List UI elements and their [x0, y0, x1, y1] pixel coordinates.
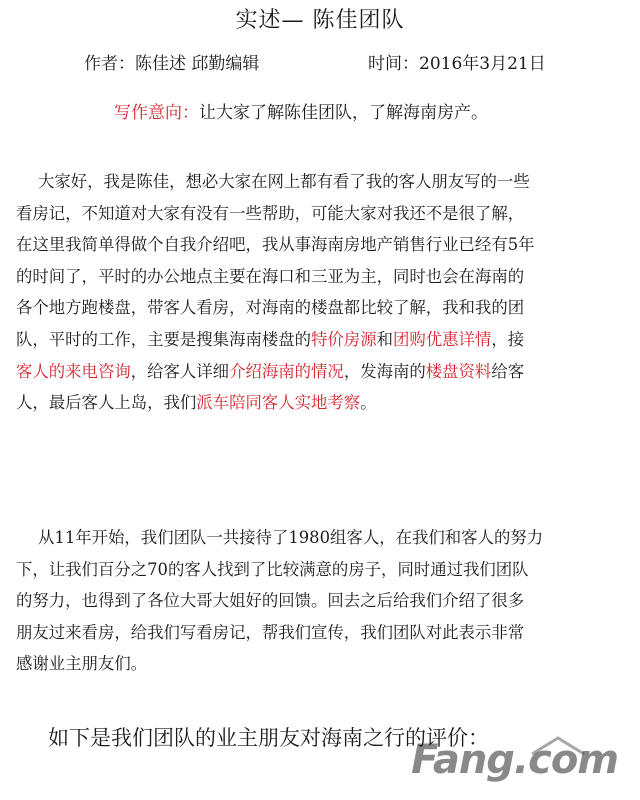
text-line: [16, 324, 624, 356]
text-segment: 。: [360, 393, 377, 413]
text-segment: 和: [376, 329, 393, 349]
text-line: 看房记，不知道对大家有没有一些帮助，可能大家对我还不是很了解，: [16, 203, 525, 223]
watermark-logo-text: Fang.com: [411, 737, 618, 783]
text-line: 在这里我简单得做个自我介绍吧，我从事海南房地产销售行业已经有5年: [16, 235, 535, 255]
author-line: 作者：陈佳述 邱勤编辑: [84, 54, 260, 74]
highlight-hainan-intro: 介绍海南的情况: [229, 361, 344, 381]
highlight-site-visit: 派车陪同客人实地考察: [196, 393, 361, 413]
paragraph-team-results: [16, 522, 624, 680]
highlight-phone-inquiry: 客人的来电咨询: [16, 361, 131, 381]
text-line: [16, 387, 624, 419]
page-title: 实述— 陈佳团队: [235, 8, 405, 33]
text-segment: ，发海南的: [343, 361, 426, 381]
text-line: 大家好，我是陈佳，想必大家在网上都有看了我的客人朋友写的一些: [38, 172, 530, 191]
intent-label: 写作意向：: [114, 103, 199, 123]
paragraph-introduction: [16, 166, 624, 419]
text-segment: ，给客人详细: [130, 361, 230, 381]
text-line: 感谢业主朋友们。: [16, 654, 148, 674]
text-line: 朋友过来看房，给我们写看房记，帮我们宣传，我们团队对此表示非常: [16, 622, 525, 642]
text-segment: 人，最后客人上岛，我们: [16, 393, 197, 413]
text-segment: 队，平时的工作，主要是搜集海南楼盘的: [16, 329, 312, 349]
closing-heading: 如下是我们团队的业主朋友对海南之行的评价：: [48, 726, 489, 750]
text-line: 的努力，也得到了各位大哥大姐好的回馈。回去之后给我们介绍了很多: [16, 591, 525, 611]
text-line: 各个地方跑楼盘，带客人看房，对海南的楼盘都比较了解，我和我的团: [16, 298, 525, 318]
text-line: 从11年开始，我们团队一共接待了1980组客人，在我们和客人的努力: [38, 528, 544, 547]
highlight-group-deals: 团购优惠详情: [392, 329, 492, 349]
highlight-property-info: 楼盘资料: [425, 361, 492, 381]
intent-text: 让大家了解陈佳团队，了解海南房产。: [199, 103, 488, 123]
text-segment: ，接: [491, 329, 525, 349]
text-line: [16, 356, 624, 388]
text-line: 的时间了，平时的办公地点主要在海口和三亚为主，同时也会在海南的: [16, 266, 525, 286]
text-line: 下，让我们百分之70的客人找到了比较满意的房子，同时通过我们团队: [16, 559, 529, 579]
text-segment: 给客: [491, 361, 525, 381]
fang-watermark: [411, 734, 626, 786]
writing-intent: [114, 100, 488, 126]
highlight-special-listings: 特价房源: [311, 329, 377, 349]
date-line: 时间：2016年3月21日: [368, 54, 546, 74]
